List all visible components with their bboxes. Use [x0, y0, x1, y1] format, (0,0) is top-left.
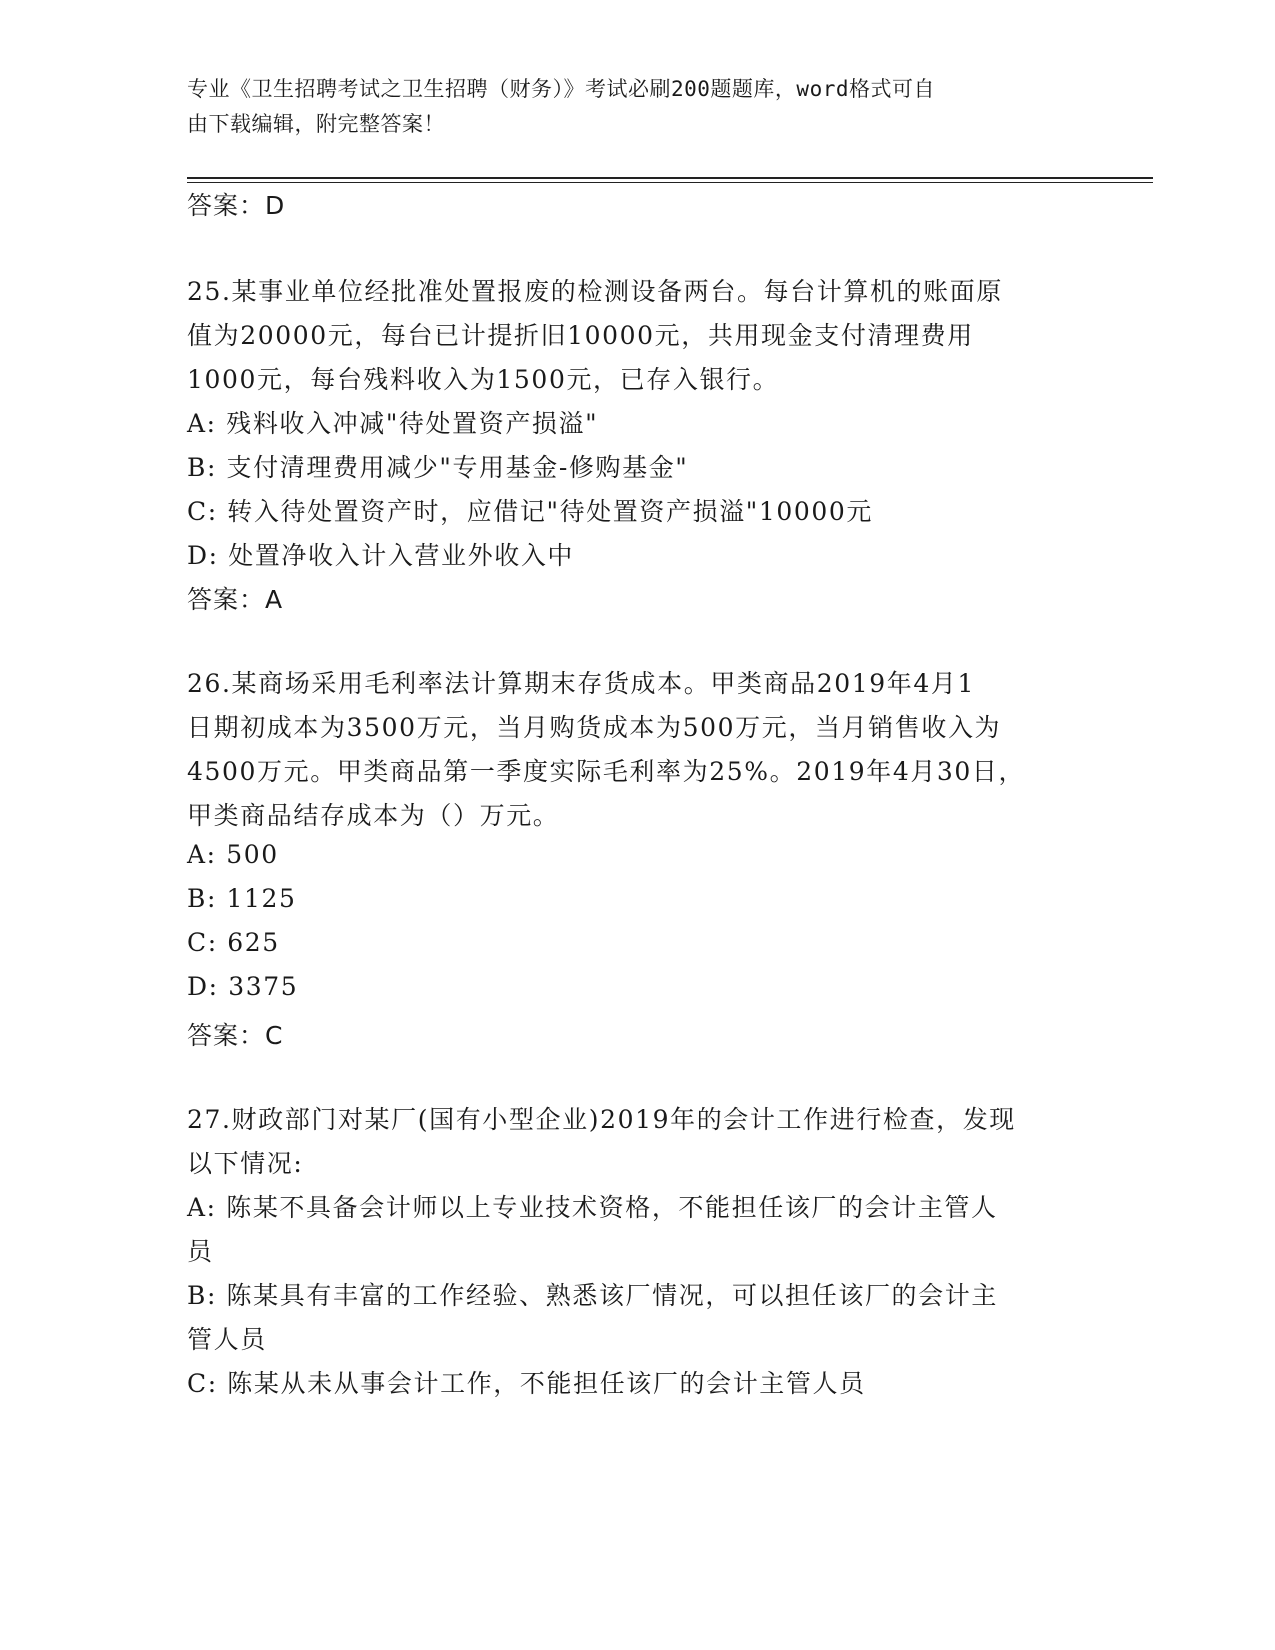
question-25-option-b: B: 支付清理费用减少"专用基金-修购基金"	[187, 453, 689, 482]
question-26-line-1: 26.某商场采用毛利率法计算期末存货成本。甲类商品2019年4月1	[187, 669, 975, 698]
question-27-option-c: C: 陈某从未从事会计工作，不能担任该厂的会计主管人员	[187, 1369, 866, 1398]
question-26-option-b: B: 1125	[187, 884, 297, 913]
question-27-line-1: 27.财政部门对某厂(国有小型企业)2019年的会计工作进行检查，发现	[187, 1105, 1016, 1134]
header-divider-thick	[187, 177, 1153, 179]
question-27-line-2: 以下情况:	[187, 1149, 304, 1178]
document-header	[187, 72, 1067, 142]
question-25-line-3: 1000元，每台残料收入为1500元，已存入银行。	[187, 365, 780, 394]
question-25-line-1: 25.某事业单位经批准处置报废的检测设备两台。每台计算机的账面原	[187, 277, 1003, 306]
question-26-option-d: D: 3375	[187, 972, 299, 1001]
question-25-answer: 答案：A	[187, 585, 284, 614]
question-26-line-4: 甲类商品结存成本为（）万元。	[187, 801, 560, 830]
previous-answer: 答案：D	[187, 191, 286, 220]
question-26-option-a: A: 500	[187, 840, 279, 869]
question-26-line-2: 日期初成本为3500万元，当月购货成本为500万元，当月销售收入为	[187, 713, 1002, 742]
header-divider-thin	[187, 182, 1153, 183]
question-26-option-c: C: 625	[187, 928, 280, 957]
header-line-2: 由下载编辑，附完整答案！	[187, 112, 445, 136]
question-27-option-a-line-2: 员	[187, 1237, 214, 1266]
question-27-option-b-line-2: 管人员	[187, 1325, 267, 1354]
header-line-1: 专业《卫生招聘考试之卫生招聘（财务）》考试必刷200题题库，word格式可自	[187, 77, 935, 101]
question-25-option-c: C: 转入待处置资产时，应借记"待处置资产损溢"10000元	[187, 497, 874, 526]
question-25-option-d: D: 处置净收入计入营业外收入中	[187, 541, 575, 570]
question-27-option-b-line-1: B: 陈某具有丰富的工作经验、熟悉该厂情况，可以担任该厂的会计主	[187, 1281, 998, 1310]
question-26-answer: 答案：C	[187, 1021, 284, 1050]
question-26-line-3: 4500万元。甲类商品第一季度实际毛利率为25%。2019年4月30日，	[187, 757, 1026, 786]
question-27-option-a-line-1: A: 陈某不具备会计师以上专业技术资格，不能担任该厂的会计主管人	[187, 1193, 998, 1222]
question-25-line-2: 值为20000元，每台已计提折旧10000元，共用现金支付清理费用	[187, 321, 974, 350]
question-25-option-a: A: 残料收入冲减"待处置资产损溢"	[187, 409, 599, 438]
